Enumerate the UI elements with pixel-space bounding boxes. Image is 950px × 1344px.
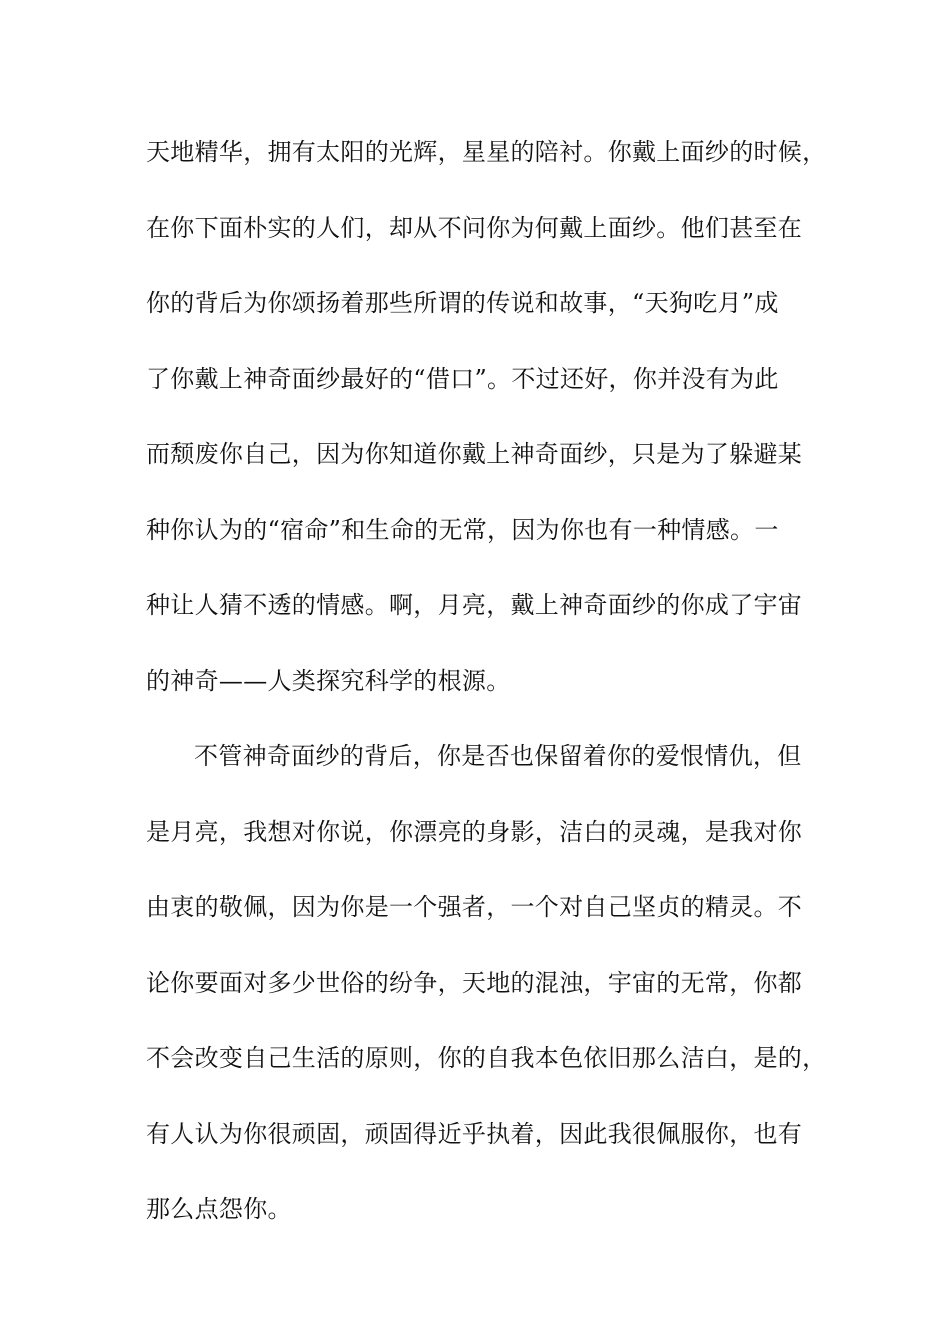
text-line: 你的背后为你颂扬着那些所谓的传说和故事，“天狗吃月”成: [146, 289, 779, 317]
text-line: 由衷的敬佩，因为你是一个强者，一个对自己坚贞的精灵。不: [146, 893, 803, 921]
text-line: 有人认为你很顽固，顽固得近乎执着，因此我很佩服你，也有: [146, 1119, 803, 1148]
text-line: 而颓废你自己，因为你知道你戴上神奇面纱，只是为了躲避某: [146, 440, 803, 468]
text-line: 那么点怨你。: [146, 1195, 292, 1223]
text-line: 种让人猜不透的情感。啊，月亮，戴上神奇面纱的你成了宇宙: [146, 591, 803, 619]
text-line: 论你要面对多少世俗的纷争，天地的混浊，宇宙的无常，你都: [146, 968, 803, 997]
paragraph-start-line: 不管神奇面纱的背后，你是否也保留着你的爱恨情仇，但: [194, 742, 802, 770]
text-line: 天地精华，拥有太阳的光辉，星星的陪衬。你戴上面纱的时候，: [146, 138, 827, 166]
text-line: 种你认为的“宿命”和生命的无常，因为你也有一种情感。一: [146, 515, 779, 544]
text-line: 在你下面朴实的人们，却从不问你为何戴上面纱。他们甚至在: [146, 213, 803, 242]
text-line: 了你戴上神奇面纱最好的“借口”。不过还好，你并没有为此: [146, 364, 779, 393]
document-body: [146, 128, 836, 1261]
text-line: 是月亮，我想对你说，你漂亮的身影，洁白的灵魂，是我对你: [146, 817, 803, 846]
text-line: 不会改变自己生活的原则，你的自我本色依旧那么洁白，是的，: [146, 1044, 827, 1072]
text-line: 的神奇——人类探究科学的根源。: [146, 666, 511, 695]
